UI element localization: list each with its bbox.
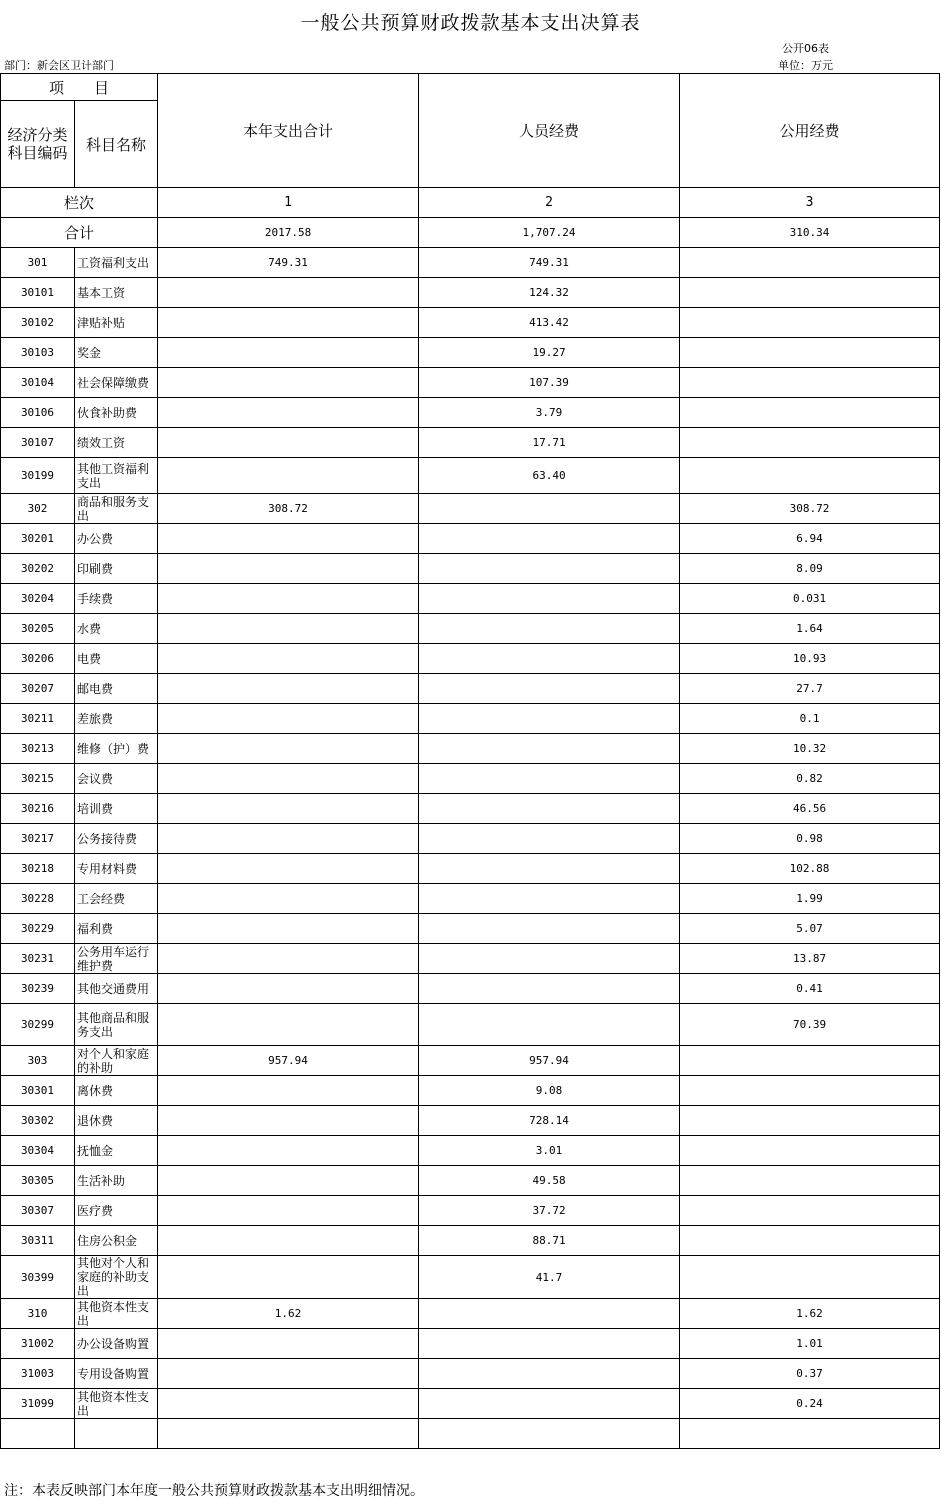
row-personnel — [419, 974, 680, 1004]
table-row — [1, 644, 940, 674]
row-personnel: 41.7 — [419, 1256, 680, 1299]
row-subject-name: 工会经费 — [75, 884, 158, 914]
totals-public: 310.34 — [680, 218, 940, 248]
row-public: 0.031 — [680, 584, 940, 614]
row-public — [680, 248, 940, 278]
row-public: 27.7 — [680, 674, 940, 704]
row-subject-name: 社会保障缴费 — [75, 368, 158, 398]
table-row — [1, 368, 940, 398]
row-total — [158, 1196, 419, 1226]
totals-personnel: 1,707.24 — [419, 218, 680, 248]
row-subject-name: 办公设备购置 — [75, 1329, 158, 1359]
row-subject-name: 其他工资福利支出 — [75, 458, 158, 494]
row-public: 5.07 — [680, 914, 940, 944]
table-row — [1, 1299, 940, 1329]
row-subject-name: 离休费 — [75, 1076, 158, 1106]
row-public — [680, 1166, 940, 1196]
row-personnel — [419, 764, 680, 794]
row-total — [158, 428, 419, 458]
row-index-label: 栏次 — [1, 188, 158, 218]
row-total — [158, 278, 419, 308]
row-total — [158, 614, 419, 644]
expenditure-table — [0, 73, 940, 1449]
row-total — [158, 1166, 419, 1196]
row-subject-name: 邮电费 — [75, 674, 158, 704]
row-code: 31002 — [1, 1329, 75, 1359]
table-row — [1, 764, 940, 794]
row-public — [680, 1226, 940, 1256]
table-row — [1, 338, 940, 368]
row-total: 308.72 — [158, 494, 419, 524]
row-subject-name: 商品和服务支出 — [75, 494, 158, 524]
row-public: 70.39 — [680, 1004, 940, 1046]
row-code: 30305 — [1, 1166, 75, 1196]
row-public: 1.01 — [680, 1329, 940, 1359]
row-personnel: 19.27 — [419, 338, 680, 368]
row-personnel: 413.42 — [419, 308, 680, 338]
row-code: 30201 — [1, 524, 75, 554]
row-public: 0.98 — [680, 824, 940, 854]
row-public — [680, 308, 940, 338]
row-public: 1.62 — [680, 1299, 940, 1329]
row-index-3: 3 — [680, 188, 940, 218]
row-public — [680, 458, 940, 494]
table-row — [1, 1106, 940, 1136]
row-total: 1.62 — [158, 1299, 419, 1329]
row-code: 30106 — [1, 398, 75, 428]
row-code: 30204 — [1, 584, 75, 614]
table-row — [1, 1196, 940, 1226]
row-total: 749.31 — [158, 248, 419, 278]
row-subject-name: 其他商品和服务支出 — [75, 1004, 158, 1046]
row-subject-name: 奖金 — [75, 338, 158, 368]
row-total — [158, 1076, 419, 1106]
row-total — [158, 644, 419, 674]
table-row — [1, 1419, 940, 1449]
row-public: 0.37 — [680, 1359, 940, 1389]
form-number: 公开06表 — [782, 42, 829, 55]
table-row — [1, 914, 940, 944]
row-code: 30311 — [1, 1226, 75, 1256]
row-code: 30239 — [1, 974, 75, 1004]
row-personnel — [419, 794, 680, 824]
row-subject-name: 其他对个人和家庭的补助支出 — [75, 1256, 158, 1299]
row-public — [680, 278, 940, 308]
row-subject-name: 会议费 — [75, 764, 158, 794]
row-personnel — [419, 944, 680, 974]
row-index-2: 2 — [419, 188, 680, 218]
totals-label: 合计 — [1, 218, 158, 248]
table-row — [1, 944, 940, 974]
row-subject-name: 工资福利支出 — [75, 248, 158, 278]
table-row — [1, 1359, 940, 1389]
table-row — [1, 1046, 940, 1076]
row-subject-name: 绩效工资 — [75, 428, 158, 458]
row-total — [158, 338, 419, 368]
row-personnel — [419, 1329, 680, 1359]
row-code: 30205 — [1, 614, 75, 644]
row-personnel — [419, 734, 680, 764]
row-code: 30399 — [1, 1256, 75, 1299]
row-code: 30202 — [1, 554, 75, 584]
row-code: 30231 — [1, 944, 75, 974]
row-public: 6.94 — [680, 524, 940, 554]
row-subject-name: 抚恤金 — [75, 1136, 158, 1166]
row-personnel: 37.72 — [419, 1196, 680, 1226]
row-public: 1.64 — [680, 614, 940, 644]
row-total — [158, 1256, 419, 1299]
table-row — [1, 278, 940, 308]
table-row — [1, 794, 940, 824]
table-row — [1, 458, 940, 494]
row-personnel — [419, 614, 680, 644]
row-personnel: 49.58 — [419, 1166, 680, 1196]
row-code: 31099 — [1, 1389, 75, 1419]
row-subject-name: 其他资本性支出 — [75, 1389, 158, 1419]
table-row — [1, 1256, 940, 1299]
row-subject-name: 津贴补贴 — [75, 308, 158, 338]
row-public — [680, 338, 940, 368]
row-total — [158, 1004, 419, 1046]
row-subject-name: 印刷费 — [75, 554, 158, 584]
row-code: 31003 — [1, 1359, 75, 1389]
row-code: 30215 — [1, 764, 75, 794]
subject-name-header: 科目名称 — [75, 101, 158, 188]
row-public — [680, 1136, 940, 1166]
row-public: 1.99 — [680, 884, 940, 914]
row-subject-name: 医疗费 — [75, 1196, 158, 1226]
row-subject-name: 手续费 — [75, 584, 158, 614]
row-subject-name: 培训费 — [75, 794, 158, 824]
row-subject-name: 其他交通费用 — [75, 974, 158, 1004]
row-code: 30206 — [1, 644, 75, 674]
row-total — [158, 584, 419, 614]
table-row — [1, 428, 940, 458]
table-row — [1, 854, 940, 884]
row-personnel: 17.71 — [419, 428, 680, 458]
row-personnel: 3.79 — [419, 398, 680, 428]
row-total — [158, 398, 419, 428]
row-subject-name: 维修（护）费 — [75, 734, 158, 764]
row-public: 0.41 — [680, 974, 940, 1004]
row-personnel: 63.40 — [419, 458, 680, 494]
report-title: 一般公共预算财政拨款基本支出决算表 — [300, 12, 641, 34]
row-subject-name: 退休费 — [75, 1106, 158, 1136]
row-total — [158, 1419, 419, 1449]
row-total — [158, 914, 419, 944]
row-personnel — [419, 914, 680, 944]
row-total — [158, 824, 419, 854]
row-code: 30101 — [1, 278, 75, 308]
row-total — [158, 1136, 419, 1166]
row-public: 0.1 — [680, 704, 940, 734]
row-subject-name: 专用设备购置 — [75, 1359, 158, 1389]
row-personnel: 124.32 — [419, 278, 680, 308]
row-public — [680, 1106, 940, 1136]
row-code: 30107 — [1, 428, 75, 458]
row-personnel: 88.71 — [419, 1226, 680, 1256]
row-public — [680, 1196, 940, 1226]
item-header: 项 目 — [1, 74, 158, 101]
row-personnel: 957.94 — [419, 1046, 680, 1076]
table-row — [1, 1389, 940, 1419]
row-total — [158, 1106, 419, 1136]
public-column-header: 公用经费 — [680, 74, 940, 188]
row-public — [680, 1256, 940, 1299]
row-personnel — [419, 584, 680, 614]
row-public — [680, 368, 940, 398]
row-code: 30207 — [1, 674, 75, 704]
row-subject-name: 公务用车运行维护费 — [75, 944, 158, 974]
row-code: 30102 — [1, 308, 75, 338]
row-personnel: 9.08 — [419, 1076, 680, 1106]
row-total — [158, 674, 419, 704]
row-public — [680, 1076, 940, 1106]
row-personnel — [419, 1299, 680, 1329]
table-row — [1, 584, 940, 614]
table-row — [1, 674, 940, 704]
row-public: 8.09 — [680, 554, 940, 584]
row-public: 308.72 — [680, 494, 940, 524]
table-row — [1, 308, 940, 338]
row-code: 301 — [1, 248, 75, 278]
total-column-header: 本年支出合计 — [158, 74, 419, 188]
row-code: 30304 — [1, 1136, 75, 1166]
row-personnel — [419, 1389, 680, 1419]
row-subject-name: 电费 — [75, 644, 158, 674]
econ-code-header: 经济分类科目编码 — [1, 101, 75, 188]
row-subject-name: 公务接待费 — [75, 824, 158, 854]
table-row — [1, 974, 940, 1004]
row-code: 30103 — [1, 338, 75, 368]
row-public: 0.24 — [680, 1389, 940, 1419]
row-personnel — [419, 704, 680, 734]
row-public — [680, 398, 940, 428]
table-row — [1, 1004, 940, 1046]
table-row — [1, 1226, 940, 1256]
unit-label: 单位：万元 — [778, 59, 833, 72]
row-total: 957.94 — [158, 1046, 419, 1076]
row-total — [158, 734, 419, 764]
row-code: 30104 — [1, 368, 75, 398]
row-total — [158, 1329, 419, 1359]
row-personnel — [419, 1419, 680, 1449]
row-code: 30218 — [1, 854, 75, 884]
row-subject-name: 专用材料费 — [75, 854, 158, 884]
row-personnel — [419, 884, 680, 914]
row-public: 0.82 — [680, 764, 940, 794]
row-index-1: 1 — [158, 188, 419, 218]
row-subject-name: 水费 — [75, 614, 158, 644]
table-row — [1, 614, 940, 644]
row-code: 30302 — [1, 1106, 75, 1136]
table-row — [1, 554, 940, 584]
table-row — [1, 704, 940, 734]
row-personnel: 107.39 — [419, 368, 680, 398]
table-row — [1, 1136, 940, 1166]
row-code: 310 — [1, 1299, 75, 1329]
row-code: 30299 — [1, 1004, 75, 1046]
row-total — [158, 1226, 419, 1256]
row-code: 30307 — [1, 1196, 75, 1226]
table-row — [1, 1166, 940, 1196]
table-row — [1, 824, 940, 854]
row-subject-name: 其他资本性支出 — [75, 1299, 158, 1329]
row-total — [158, 854, 419, 884]
row-personnel — [419, 824, 680, 854]
row-public: 10.93 — [680, 644, 940, 674]
row-personnel — [419, 854, 680, 884]
row-code: 302 — [1, 494, 75, 524]
row-subject-name: 生活补助 — [75, 1166, 158, 1196]
row-subject-name: 福利费 — [75, 914, 158, 944]
row-total — [158, 554, 419, 584]
row-personnel — [419, 1004, 680, 1046]
row-personnel — [419, 644, 680, 674]
row-code: 30229 — [1, 914, 75, 944]
row-subject-name: 基本工资 — [75, 278, 158, 308]
row-personnel — [419, 1359, 680, 1389]
personnel-column-header: 人员经费 — [419, 74, 680, 188]
row-public: 10.32 — [680, 734, 940, 764]
row-personnel — [419, 494, 680, 524]
row-total — [158, 308, 419, 338]
row-personnel: 728.14 — [419, 1106, 680, 1136]
row-total — [158, 368, 419, 398]
row-public — [680, 1046, 940, 1076]
row-public — [680, 428, 940, 458]
row-code: 30217 — [1, 824, 75, 854]
table-row — [1, 524, 940, 554]
row-code — [1, 1419, 75, 1449]
table-row — [1, 248, 940, 278]
row-total — [158, 944, 419, 974]
row-total — [158, 884, 419, 914]
row-subject-name — [75, 1419, 158, 1449]
table-row — [1, 398, 940, 428]
row-code: 30216 — [1, 794, 75, 824]
row-subject-name: 办公费 — [75, 524, 158, 554]
row-subject-name: 差旅费 — [75, 704, 158, 734]
row-code: 30211 — [1, 704, 75, 734]
row-public: 102.88 — [680, 854, 940, 884]
row-public: 13.87 — [680, 944, 940, 974]
row-code: 30301 — [1, 1076, 75, 1106]
row-personnel — [419, 554, 680, 584]
table-row — [1, 494, 940, 524]
row-personnel — [419, 524, 680, 554]
row-total — [158, 458, 419, 494]
row-subject-name: 伙食补助费 — [75, 398, 158, 428]
row-personnel: 3.01 — [419, 1136, 680, 1166]
row-code: 30228 — [1, 884, 75, 914]
row-personnel: 749.31 — [419, 248, 680, 278]
department-label: 部门：新会区卫计部门 — [4, 59, 114, 72]
row-total — [158, 1389, 419, 1419]
row-total — [158, 1359, 419, 1389]
row-total — [158, 704, 419, 734]
table-row — [1, 1076, 940, 1106]
row-public — [680, 1419, 940, 1449]
footnote: 注：本表反映部门本年度一般公共预算财政拨款基本支出明细情况。 — [4, 1483, 424, 1499]
table-row — [1, 1329, 940, 1359]
row-total — [158, 794, 419, 824]
row-total — [158, 524, 419, 554]
row-subject-name: 住房公积金 — [75, 1226, 158, 1256]
row-code: 30199 — [1, 458, 75, 494]
row-subject-name: 对个人和家庭的补助 — [75, 1046, 158, 1076]
row-code: 30213 — [1, 734, 75, 764]
row-personnel — [419, 674, 680, 704]
table-row — [1, 734, 940, 764]
row-total — [158, 974, 419, 1004]
totals-total: 2017.58 — [158, 218, 419, 248]
table-row — [1, 884, 940, 914]
row-public: 46.56 — [680, 794, 940, 824]
row-code: 303 — [1, 1046, 75, 1076]
row-total — [158, 764, 419, 794]
